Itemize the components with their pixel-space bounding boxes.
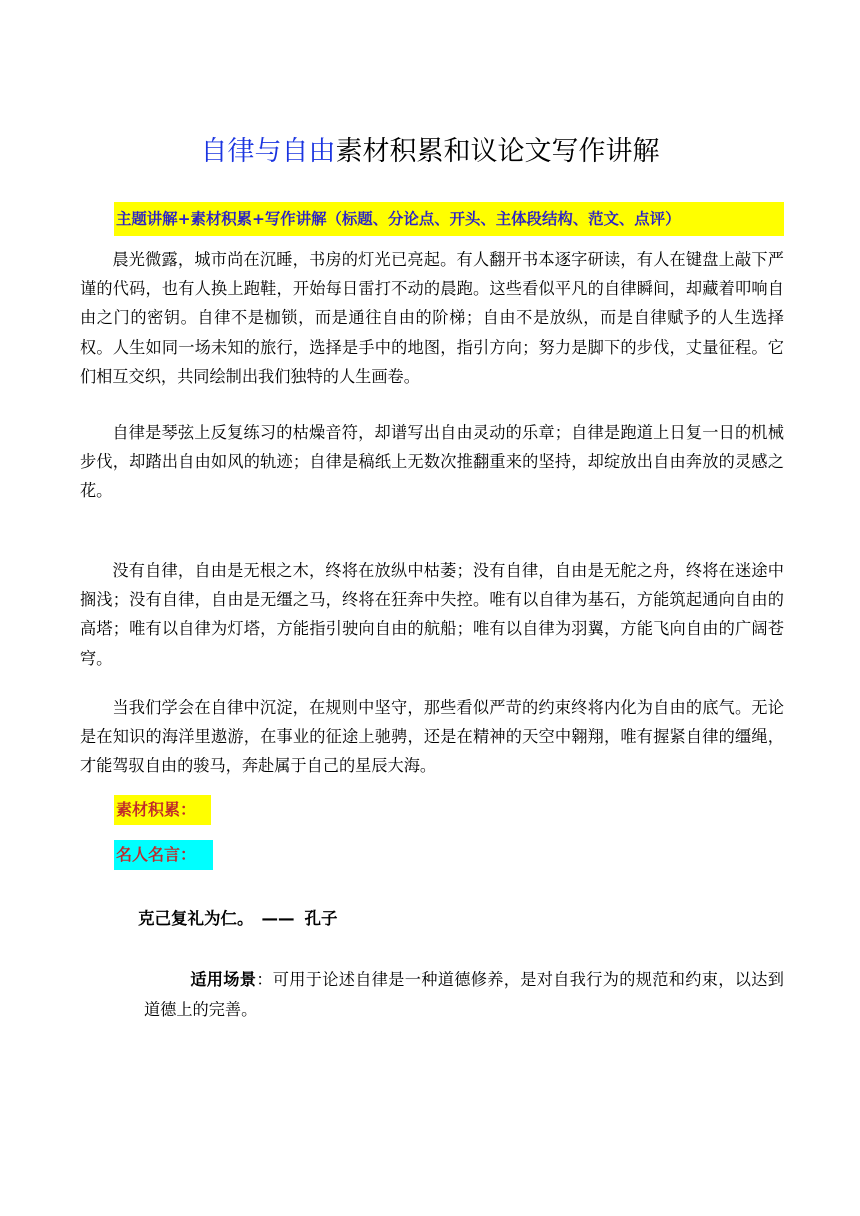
paragraph-second: 自律是琴弦上反复练习的枯燥音符，却谱写出自由灵动的乐章；自律是跑道上日复一日的机械步伐，却踏出自由如风的轨迹；自律是稿纸上无数次推翻重来的坚持，却绽放出自由奔放的灵感之花。 <box>80 423 784 501</box>
famous-quote <box>138 905 338 933</box>
usage-term: 适用场景 <box>190 970 257 989</box>
quote-author: 孔子 <box>304 909 338 928</box>
materials-label: 素材积累： <box>114 795 211 825</box>
title-rest: 素材积累和议论文写作讲解 <box>335 136 660 167</box>
subtitle-banner: 主题讲解+素材积累+写作讲解（标题、分论点、开头、主体段结构、范文、点评） <box>114 202 784 236</box>
quote-dash: —— <box>261 909 295 928</box>
usage-text: ：可用于论述自律是一种道德修养，是对自我行为的规范和约束，以达到道德上的完善。 <box>144 970 784 1019</box>
paragraph-intro: 晨光微露，城市尚在沉睡，书房的灯光已亮起。有人翻开书本逐字研读，有人在键盘上敲下严谨的代码，也有人换上跑鞋，开始每日雷打不动的晨跑。这些看似平凡的自律瞬间，却藏着叩响自由之门的密钥。自律不是枷锁，而是通往自由的阶梯；自由不是放纵，而是自律赋予的人生选择权。人生如同一场未知的旅行，选择是手中的地图，指引方向；努力是脚下的步伐，丈量征程。它们相互交织，共同绘制出我们独特的人生画卷。 <box>80 250 784 386</box>
paragraph-fourth: 当我们学会在自律中沉淀，在规则中坚守，那些看似严苛的约束终将内化为自由的底气。无论是在知识的海洋里遨游，在事业的征途上驰骋，还是在精神的天空中翱翔，唯有握紧自律的缰绳，才能驾驭自由的骏马，奔赴属于自己的星辰大海。 <box>80 698 784 776</box>
paragraph-third: 没有自律，自由是无根之木，终将在放纵中枯萎；没有自律，自由是无舵之舟，终将在迷途中搁浅；没有自律，自由是无缰之马，终将在狂奔中失控。唯有以自律为基石，方能筑起通向自由的高塔；唯有以自律为灯塔，方能指引驶向自由的航船；唯有以自律为羽翼，方能飞向自由的广阔苍穹。 <box>80 561 784 668</box>
quotes-label: 名人名言： <box>114 840 213 870</box>
usage-note <box>144 965 784 1024</box>
quote-text: 克己复礼为仁。 <box>138 909 254 928</box>
page-title <box>0 132 860 172</box>
title-highlight: 自律与自由 <box>200 136 336 167</box>
